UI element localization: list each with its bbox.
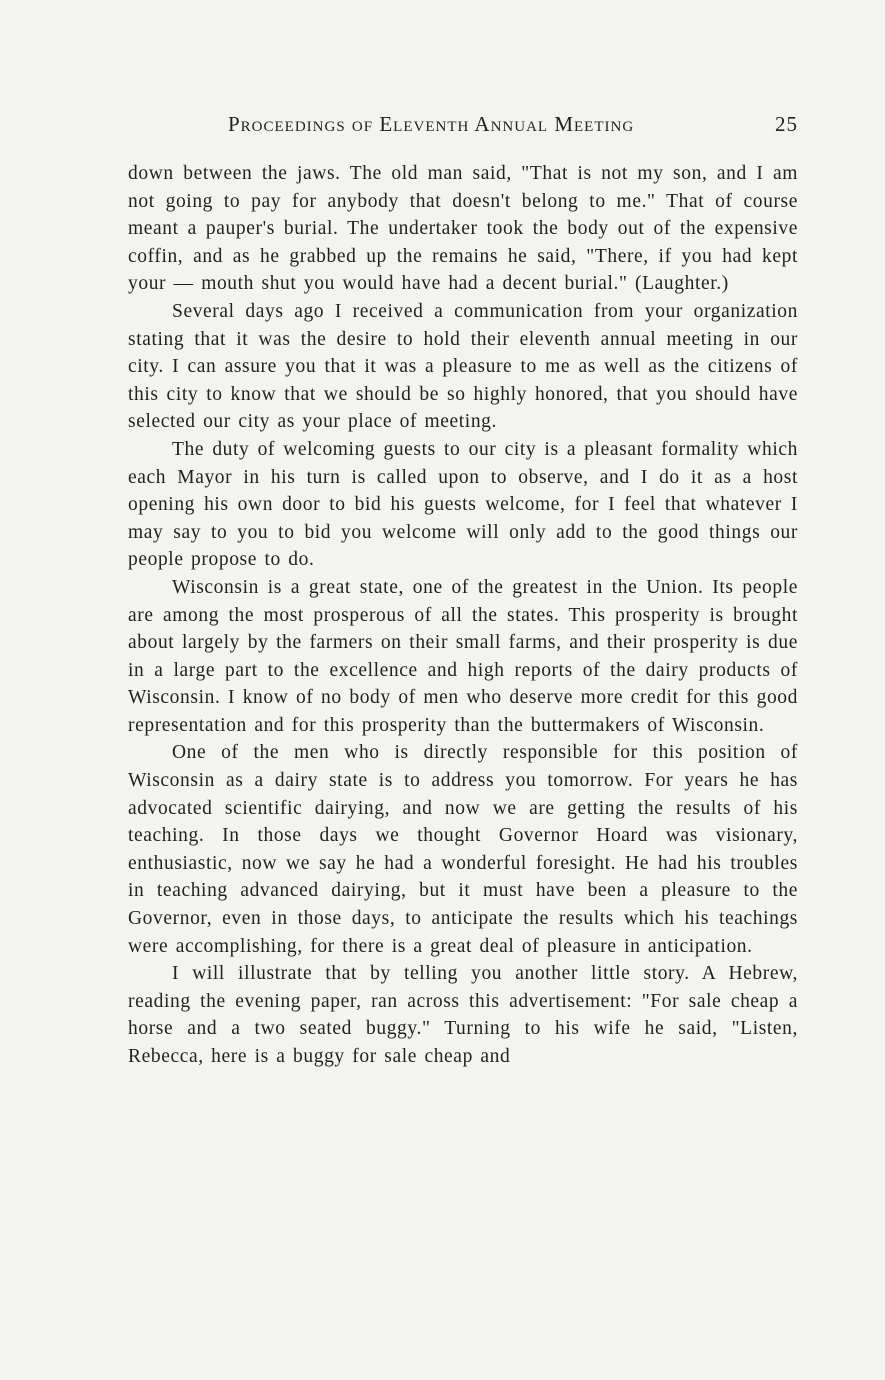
paragraph: I will illustrate that by telling you another little story. A Hebrew, reading the evening paper, ran across this advertisement: "For sale cheap a horse and a two seated buggy." Turning to his wife he said, "Listen, Rebecca, here is a buggy for sale cheap and (128, 963, 798, 1067)
paragraph: Wisconsin is a great state, one of the greatest in the Union. Its people are among the most prosperous of all the states. This prosperity is brought about largely by the farmers on their small farms, and their prosperity is due in a large part to the excellence and high reports of the dairy products of Wisconsin. I know of no body of men who deserve more credit for this good representation and for this prosperity than the buttermakers of Wisconsin. (128, 576, 798, 736)
running-title: Proceedings of Eleventh Annual Meeting (228, 112, 635, 136)
page-number: 25 (775, 112, 798, 136)
paragraph: One of the men who is directly responsible for this position of Wisconsin as a dairy state is to address you tomorrow. For years he has advocated scientific dairying, and now we are getting the results of his teaching. In those days we thought Governor Hoard was visionary, enthusiastic, now we say he had a wonderful foresight. He had his troubles in teaching advanced dairying, but it must have been a pleasure to the Governor, even in those days, to anticipate the results which his teachings were accomplishing, for there is a great deal of pleasure in anticipation. (128, 742, 798, 957)
body-text (128, 160, 798, 1071)
paragraph: The duty of welcoming guests to our city is a pleasant formality which each Mayor in his turn is called upon to observe, and I do it as a host opening his own door to bid his guests welcome, for I feel that whatever I may say to you to bid you welcome will only add to the good things our people propose to do. (128, 438, 798, 571)
paragraph-continuation: down between the jaws. The old man said, "That is not my son, and I am not going to pay for anybody that doesn't belong to me." That of course meant a pauper's burial. The undertaker took the body out of the expensive coffin, and as he grabbed up the remains he said, "There, if you had kept your — mouth shut you would have had a decent burial." (Laughter.) (128, 163, 798, 295)
paragraph: Several days ago I received a communication from your organization stating that it was the desire to hold their eleventh annual meeting in our city. I can assure you that it was a pleasure to me as well as the citizens of this city to know that we should be so highly honored, that you should have selected our city as your place of meeting. (128, 300, 798, 433)
running-head (128, 112, 798, 140)
